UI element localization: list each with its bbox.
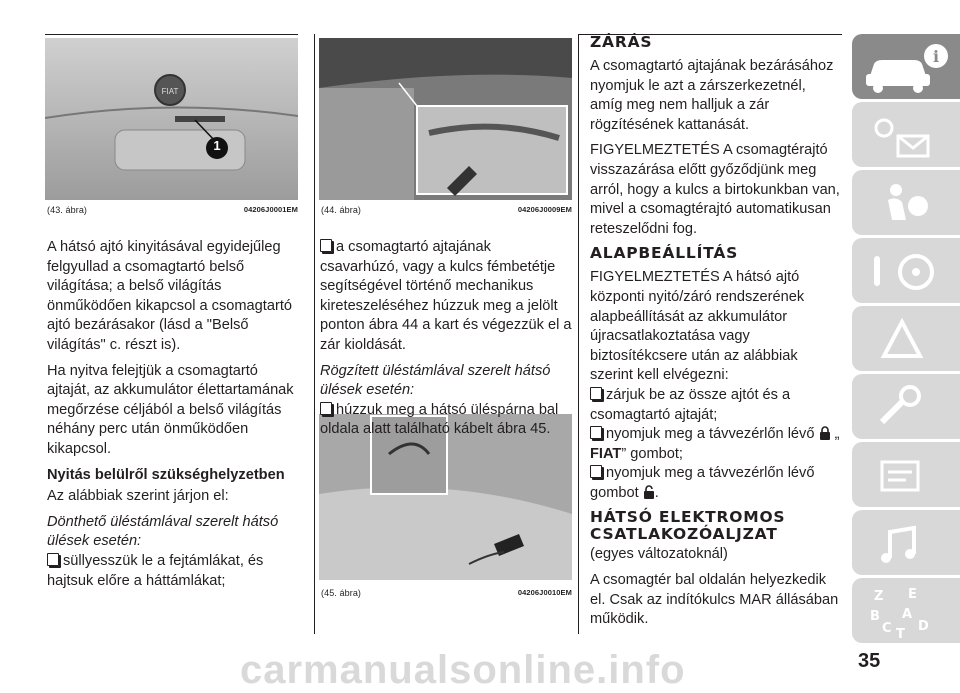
heading-alapbeallitas: ALAPBEÁLLÍTÁS [590,244,739,263]
svg-text:A: A [902,607,913,622]
top-rule-col1 [45,34,298,35]
tab-index[interactable] [852,578,960,643]
figure-45-code: 04206J0010EM [517,588,572,597]
emergency-triangle-icon [852,306,960,371]
column-3-text [590,30,840,636]
airbag-icon [852,170,960,235]
tab-warning-lights[interactable] [852,102,960,167]
multimedia-icon [852,510,960,575]
paragraph-zaras: A csomagtartó ajtajának bezárásához nyomjuk le azt a zárszerkezetnél, amíg meg nem halljuk a zár rögzítésének kattanását. [590,58,834,133]
car-info-icon [852,34,960,99]
tab-driving[interactable] [852,238,960,303]
figure-45-label: (45. ábra) [321,588,362,598]
subheading-folding-seats: Dönthető üléstámlával szerelt hátsó ülések esetén: [47,513,279,550]
figure-45-caption [321,588,572,600]
tab-car-info[interactable] [852,34,960,99]
checkbox-bullet-icon [590,465,602,478]
bullet-mechanical-release: a csomagtartó ajtajának csavarhúzó, vagy a kulcs fémbetétje segítségével történő mechanikus kireteszeléséhez húzzuk meg a jelölt ponton ábra 44 a kart és végezzük el a zár kioldását. [320,239,572,353]
bullet-press-unlock: nyomjuk meg a távvezérlőn lévő gombot . [590,465,815,501]
bullet-lower-headrests: süllyesszük le a fejtámlákat, és hajtsuk előre a háttámlákat; [47,552,264,589]
svg-text:Z: Z [874,589,884,604]
steering-wheel-icon [852,238,960,303]
bullet-close-doors: zárjuk be az össze ajtót és a csomagtartó ajtaját; [590,386,791,423]
checkbox-bullet-icon [590,387,602,400]
svg-text:D: D [918,619,929,634]
unlock-icon [643,485,655,499]
tab-safety[interactable] [852,170,960,235]
tab-emergency[interactable] [852,306,960,371]
paragraph-interior-light: A hátsó ajtó kinyitásával egyidejűleg felgyullad a csomagtartó belső világítása; a belső világítás önműködően kikapcsol a csomagtartó ajtó bezárásakor (lásd a "Belső világítás" c. részt is). [47,239,292,353]
technical-data-icon [852,442,960,507]
column-divider-2 [578,34,579,634]
figure-44-label: (44. ábra) [321,205,362,215]
alphabet-index-icon [852,578,960,643]
figure-43-code: 04206J0001EM [243,205,298,214]
figure-44-caption [321,205,572,217]
paragraph-auto-off: Ha nyitva felejtjük a csomagtartó ajtaját, az akkumulátor élettartamának megőrzése céljából a belső világítás néhány perc után önműködően kikapcsol. [47,362,294,457]
checkbox-bullet-icon [320,402,332,415]
heading-zaras: ZÁRÁS [590,33,653,51]
column-divider-1 [314,34,315,634]
figure-44-code: 04206J0009EM [517,205,572,214]
svg-text:i: i [932,47,940,66]
paragraph-warning-key: FIGYELMEZTETÉS A csomagtérajtó visszazárása előtt győződjünk meg arról, hogy a kulcs a birtokunkban van, mivel a csomagtérajtó automatikusan reteszelődni fog. [590,142,840,237]
paragraph-socket-location: A csomagtér bal oldalán helyezkedik el. Csak az indítókulcs MAR állásában működik. [590,572,839,628]
checkbox-bullet-icon [47,553,59,566]
paragraph-alapbeallitas: FIGYELMEZTETÉS A hátsó ajtó központi nyitó/záró rendszerének alapbeállítását az akkumulátor újracsatlakoztatása vagy biztosítékcsere után az alábbiak szerint kell elvégezni: [590,269,805,384]
figure-44-photo [319,38,572,200]
bullet-press-fiat: nyomjuk meg a távvezérlőn lévő „ FIAT” gombot; [590,426,840,462]
svg-text:T: T [896,627,905,642]
figure-43-caption [47,205,298,217]
svg-text:B: B [870,609,880,624]
svg-text:E: E [908,587,917,602]
column-2-text [320,238,572,446]
bullet-pull-cable: húzzuk meg a hátsó üléspárna bal oldala alatt található kábelt ábra 45. [320,401,559,438]
checkbox-bullet-icon [590,426,602,439]
tab-maintenance[interactable] [852,374,960,439]
checkbox-bullet-icon [320,239,332,252]
tab-technical-data[interactable] [852,442,960,507]
heading-emergency-opening: Nyitás belülről szükséghelyzetben [47,466,285,483]
page-number: 35 [858,650,881,672]
lock-icon [819,426,831,440]
subheading-fixed-seats: Rögzített üléstámlával szerelt hátsó ülések esetén: [320,362,551,399]
chapter-tabs [852,34,960,646]
figure-43-photo [45,38,298,200]
paragraph-proceed: Az alábbiak szerint járjon el: [47,488,229,505]
column-1-text [47,238,303,597]
heading-rear-socket: HÁTSÓ ELEKTROMOS CSATLAKOZÓALJZAT [590,508,786,544]
svg-text:C: C [882,621,892,636]
warning-light-icon [852,102,960,167]
paragraph-versions: (egyes változatoknál) [590,546,728,563]
svg-text:FIAT: FIAT [161,87,179,96]
tab-multimedia[interactable] [852,510,960,575]
wrench-icon [852,374,960,439]
figure-43-callout: 1 [213,138,221,153]
watermark: carmanualsonline.info [240,648,686,692]
figure-43-label: (43. ábra) [47,205,88,215]
